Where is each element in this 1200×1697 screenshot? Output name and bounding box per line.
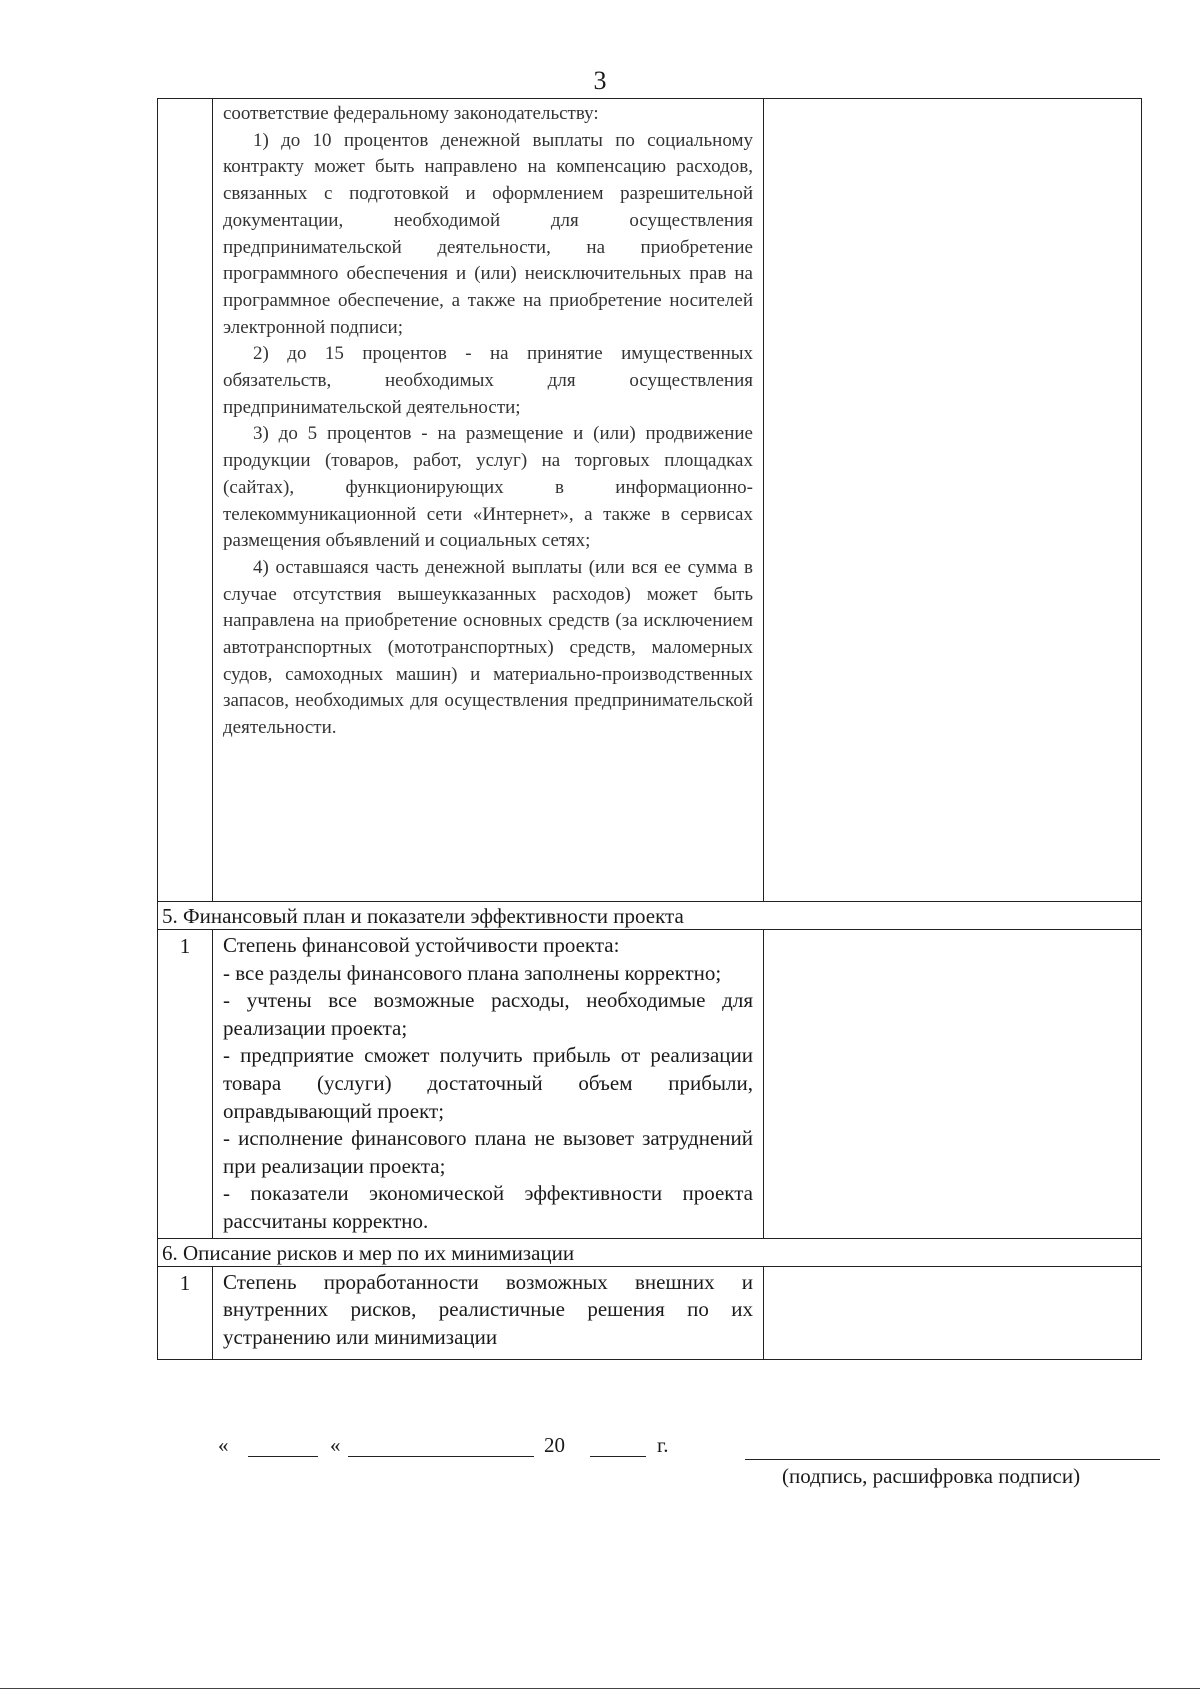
criteria-line: Степень проработанности возможных внешних и внутренних рисков, реалистичные решения по их устранению или минимизации xyxy=(223,1269,753,1349)
criteria-line: - учтены все возможные расходы, необходимые для реализации проекта; xyxy=(223,988,753,1040)
year-suffix: г. xyxy=(657,1433,669,1457)
criteria-text-cell xyxy=(213,1266,764,1359)
criteria-line: - показатели экономической эффективности проекта рассчитаны корректно. xyxy=(223,1181,753,1233)
page-number: 3 xyxy=(593,66,607,95)
row-number-cell xyxy=(158,99,213,902)
date-quote-open: « xyxy=(218,1433,229,1457)
criteria-text-cell xyxy=(213,930,764,1239)
month-blank[interactable] xyxy=(348,1434,534,1457)
row-number-cell: 1 xyxy=(158,1266,213,1359)
section-title: 5. Финансовый план и показатели эффективности проекта xyxy=(158,902,1142,930)
criteria-line: - предприятие сможет получить прибыль от реализации товара (услуги) достаточный объем прибыли, оправдывающий проект; xyxy=(223,1043,753,1123)
page-bottom-divider xyxy=(0,1688,1200,1689)
date-quote-open-2: « xyxy=(330,1433,341,1457)
criteria-line: - исполнение финансового плана не вызовет затруднений при реализации проекта; xyxy=(223,1126,753,1178)
criteria-item: 2) до 15 процентов - на принятие имущественных обязательств, необходимых для осуществления предпринимательской деятельности; xyxy=(223,343,753,418)
score-cell xyxy=(764,1266,1142,1359)
criteria-line: - все разделы финансового плана заполнены корректно; xyxy=(223,960,722,985)
score-cell xyxy=(764,930,1142,1239)
table-row xyxy=(158,1266,1142,1359)
year-prefix: 20 xyxy=(544,1433,565,1457)
criteria-item: 4) оставшаяся часть денежной выплаты (или вся ее сумма в случае отсутствия вышеукказанных расходов) может быть направлена на приобретение основных средств (за исключением автотранспортных (мототранспортных) средств, маломерных судов, самоходных машин) и материально-производственных запасов, необходимых для осуществления предпринимательской деятельности. xyxy=(223,556,753,739)
table-row xyxy=(158,930,1142,1239)
criteria-line: Степень финансовой устойчивости проекта: xyxy=(223,933,620,957)
signature-line[interactable] xyxy=(745,1459,1160,1460)
criteria-intro: соответствие федеральному законодательству: xyxy=(223,103,599,124)
criteria-item: 3) до 5 процентов - на размещение и (или) продвижение продукции (товаров, работ, услуг) на торговых площадках (сайтах), функционирующих в информационно-телекоммуникационной сети «Интернет», а также в сервисах размещения объявлений и социальных сетях; xyxy=(223,423,753,552)
section-header-row xyxy=(158,1238,1142,1266)
table-row xyxy=(158,99,1142,902)
section-title: 6. Описание рисков и мер по их минимизации xyxy=(158,1238,1142,1266)
day-blank[interactable] xyxy=(248,1434,318,1457)
year-blank[interactable] xyxy=(590,1434,646,1457)
section-header-row xyxy=(158,902,1142,930)
evaluation-table xyxy=(157,98,1142,1360)
row-number-cell: 1 xyxy=(158,930,213,1239)
signature-caption: (подпись, расшифровка подписи) xyxy=(782,1464,1081,1488)
score-cell xyxy=(764,99,1142,902)
criteria-text-cell xyxy=(213,99,764,902)
criteria-item: 1) до 10 процентов денежной выплаты по социальному контракту может быть направлено на компенсацию расходов, связанных с подготовкой и оформлением разрешительной документации, необходимой для осуществления предпринимательской деятельности, на приобретение программного обеспечения и (или) неисключительных прав на программное обеспечение, а также на приобретение носителей электронной подписи; xyxy=(223,129,753,338)
